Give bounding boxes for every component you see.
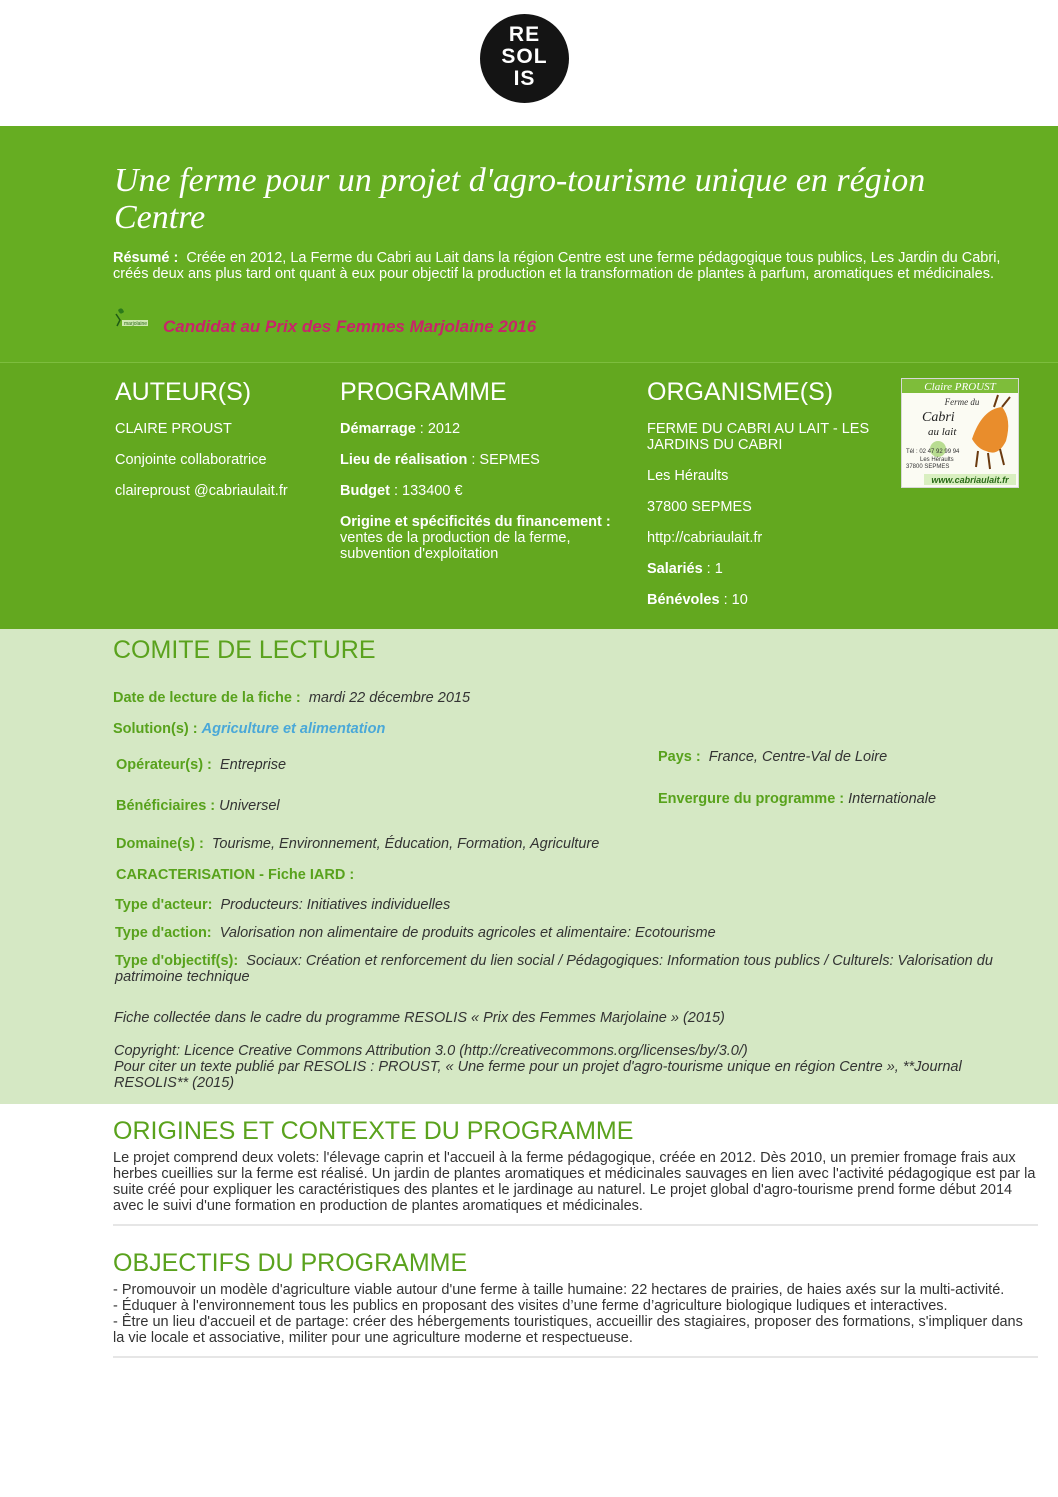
marjolaine-prize-icon <box>114 306 150 332</box>
objectif-item: - Promouvoir un modèle d'agriculture viable autour d'une ferme à taille humaine: 22 hectares de prairies, de haies axés sur la multi-activité. <box>113 1282 1005 1298</box>
author-role: Conjointe collaboratrice <box>115 452 267 468</box>
actor-value: Producteurs: Initiatives individuelles <box>220 897 451 913</box>
date-value: mardi 22 décembre 2015 <box>308 690 471 706</box>
beneficiaries-value: Universel <box>219 798 280 814</box>
volunteers-value: 10 <box>731 592 748 608</box>
date-label: Date de lecture de la fiche : <box>113 690 301 706</box>
comite-beneficiaries <box>116 798 280 814</box>
objective-value: Sociaux: Création et renforcement du lien social / Pédagogiques: Information tous publics / Culturels: Valorisation du patrimoine technique <box>115 953 993 985</box>
comite-solutions <box>113 721 385 737</box>
comite-date <box>113 690 470 706</box>
funding-value: ventes de la production de la ferme, subvention d'exploitation <box>340 530 571 562</box>
comite-scope <box>658 791 936 807</box>
comite-heading: COMITE DE LECTURE <box>113 636 376 664</box>
organisation-employees: Salariés : 1 <box>647 561 723 577</box>
start-label: Démarrage <box>340 421 416 437</box>
comite-country <box>658 749 887 765</box>
comite-caract <box>116 867 354 883</box>
place-label: Lieu de réalisation <box>340 452 468 468</box>
objectifs-section <box>113 1248 1038 1358</box>
origines-text: Le projet comprend deux volets: l'élevage caprin et l'accueil à la ferme pédagogique, créée en 2012. Dès 2010, un premier fromage frais aux herbes cueillies sur la ferme est réalisé. Un jardin de plantes aromatiques et médicinales sauvages en lien avec l'activité pédagogique est par la suite créé pour expliquer les caractéristiques des plantes et le jardinage au naturel. Le projet global d'agro-tourisme prend forme début 2014 avec le suivi d'une formation en production de plantes aromatiques et médicinales. <box>113 1150 1036 1214</box>
volunteers-label: Bénévoles <box>647 592 720 608</box>
svg-text:marjolaine: marjolaine <box>124 321 148 327</box>
logo-line-1: RE <box>508 23 541 46</box>
programme-start: Démarrage : 2012 <box>340 421 461 437</box>
copyright-text: Copyright: Licence Creative Commons Attribution 3.0 (http://creativecommons.org/licenses/by/3.0/) <box>114 1043 748 1059</box>
org-image-line4: au lait <box>928 426 957 438</box>
resolis-logo <box>480 14 569 103</box>
objective-label: Type d'objectif(s): <box>115 953 239 969</box>
solutions-link[interactable]: Agriculture et alimentation <box>201 721 386 737</box>
solutions-label: Solution(s) : <box>113 721 198 737</box>
comite-copyright <box>114 1043 1014 1091</box>
domains-label: Domaine(s) : <box>116 836 204 852</box>
org-image-name: Claire PROUST <box>924 381 996 393</box>
comite-heading-wrap <box>113 636 376 664</box>
start-value: 2012 <box>427 421 461 437</box>
cite-text: Pour citer un texte publié par RESOLIS : PROUST, « Une ferme pour un projet d'agro-tourisme unique en région Centre », **Journal RESOLIS** (2015) <box>114 1059 962 1091</box>
org-image-web: www.cabriaulait.fr <box>931 475 1009 485</box>
budget-value: 133400 € <box>402 483 463 499</box>
organisation-column <box>647 377 877 623</box>
org-image-addr1: Les Héraults <box>920 457 954 463</box>
authors-heading: AUTEUR(S) <box>115 378 252 406</box>
funding-label: Origine et spécificités du financement : <box>340 514 611 530</box>
org-image-addr2: 37800 SEPMES <box>906 464 950 470</box>
organisation-volunteers: Bénévoles : 10 <box>647 592 748 608</box>
comite-objective <box>115 953 1015 985</box>
objectif-item: - Être un lieu d'accueil et de partage: créer des hébergements touristiques, accueillir des stagiaires, proposer des formations, s'impliquer dans la vie locale et associative, militer pour une agriculture moderne et respectueuse. <box>113 1314 1023 1346</box>
objectifs-heading: OBJECTIFS DU PROGRAMME <box>113 1249 468 1277</box>
employees-label: Salariés <box>647 561 703 577</box>
scope-label: Envergure du programme : <box>658 791 845 807</box>
info-band <box>0 362 1058 630</box>
budget-label: Budget <box>340 483 390 499</box>
page-title: Une ferme pour un projet d'agro-tourisme unique en région Centre <box>114 162 926 236</box>
hero-band <box>0 126 1058 362</box>
actor-label: Type d'acteur: <box>115 897 213 913</box>
comite-collected: Fiche collectée dans le cadre du programme RESOLIS « Prix des Femmes Marjolaine » (2015) <box>114 1010 725 1026</box>
summary-label: Résumé : <box>113 250 179 266</box>
organisation-address2: 37800 SEPMES <box>647 499 752 515</box>
action-value: Valorisation non alimentaire de produits agricoles et alimentaire: Ecotourisme <box>219 925 716 941</box>
logo-line-3: IS <box>513 67 536 90</box>
operators-label: Opérateur(s) : <box>116 757 212 773</box>
objectif-item: - Éduquer à l'environnement tous les publics en proposant des visites d’une ferme d’agriculture biologique ludiques et interactives. <box>113 1298 948 1314</box>
programme-funding <box>340 514 630 562</box>
country-value: France, Centre-Val de Loire <box>708 749 888 765</box>
logo-line-2: SOL <box>501 45 548 68</box>
authors-column <box>115 377 325 514</box>
organisation-logo-image <box>901 378 1019 488</box>
org-image-line3: Cabri <box>922 410 955 425</box>
organisation-website[interactable]: http://cabriaulait.fr <box>647 530 763 546</box>
resolis-logo-text <box>480 24 569 90</box>
author-name: CLAIRE PROUST <box>115 421 232 437</box>
organisation-name: FERME DU CABRI AU LAIT - LES JARDINS DU CABRI <box>647 421 870 453</box>
programme-column <box>340 377 630 577</box>
programme-heading: PROGRAMME <box>340 378 507 406</box>
comite-domains <box>116 836 599 852</box>
programme-budget: Budget : 133400 € <box>340 483 463 499</box>
organisation-address1: Les Héraults <box>647 468 729 484</box>
comite-action <box>115 925 716 941</box>
operators-value: Entreprise <box>219 757 287 773</box>
comite-operators <box>116 757 286 773</box>
origines-section <box>113 1116 1038 1226</box>
summary-text: Créée en 2012, La Ferme du Cabri au Lait dans la région Centre est une ferme pédagogique tous publics, Les Jardin du Cabri, créés deux ans plus tard ont quant à eux pour objectif la production et la transformation de plantes à parfum, aromatiques et médicinales. <box>113 250 1001 282</box>
employees-value: 1 <box>714 561 723 577</box>
country-label: Pays : <box>658 749 701 765</box>
caract-label: CARACTERISATION - Fiche IARD : <box>116 867 355 883</box>
summary <box>113 250 1033 282</box>
organisation-heading: ORGANISME(S) <box>647 378 834 406</box>
origines-heading: ORIGINES ET CONTEXTE DU PROGRAMME <box>113 1117 634 1145</box>
objectifs-divider <box>113 1356 1038 1358</box>
org-image-tel: Tél : 02 47 92 99 94 <box>906 449 960 455</box>
objectifs-list <box>113 1282 1038 1346</box>
prize-text: Candidat au Prix des Femmes Marjolaine 2016 <box>163 317 537 336</box>
action-label: Type d'action: <box>115 925 212 941</box>
domains-value: Tourisme, Environnement, Éducation, Formation, Agriculture <box>211 836 600 852</box>
comite-actor <box>115 897 450 913</box>
origines-divider <box>113 1224 1038 1226</box>
scope-value: Internationale <box>848 791 937 807</box>
programme-place: Lieu de réalisation : SEPMES <box>340 452 540 468</box>
beneficiaries-label: Bénéficiaires : <box>116 798 216 814</box>
comite-band <box>0 629 1058 1104</box>
author-email[interactable]: claireproust @cabriaulait.fr <box>115 483 288 499</box>
place-value: SEPMES <box>479 452 540 468</box>
org-image-line2: Ferme du <box>944 397 980 407</box>
